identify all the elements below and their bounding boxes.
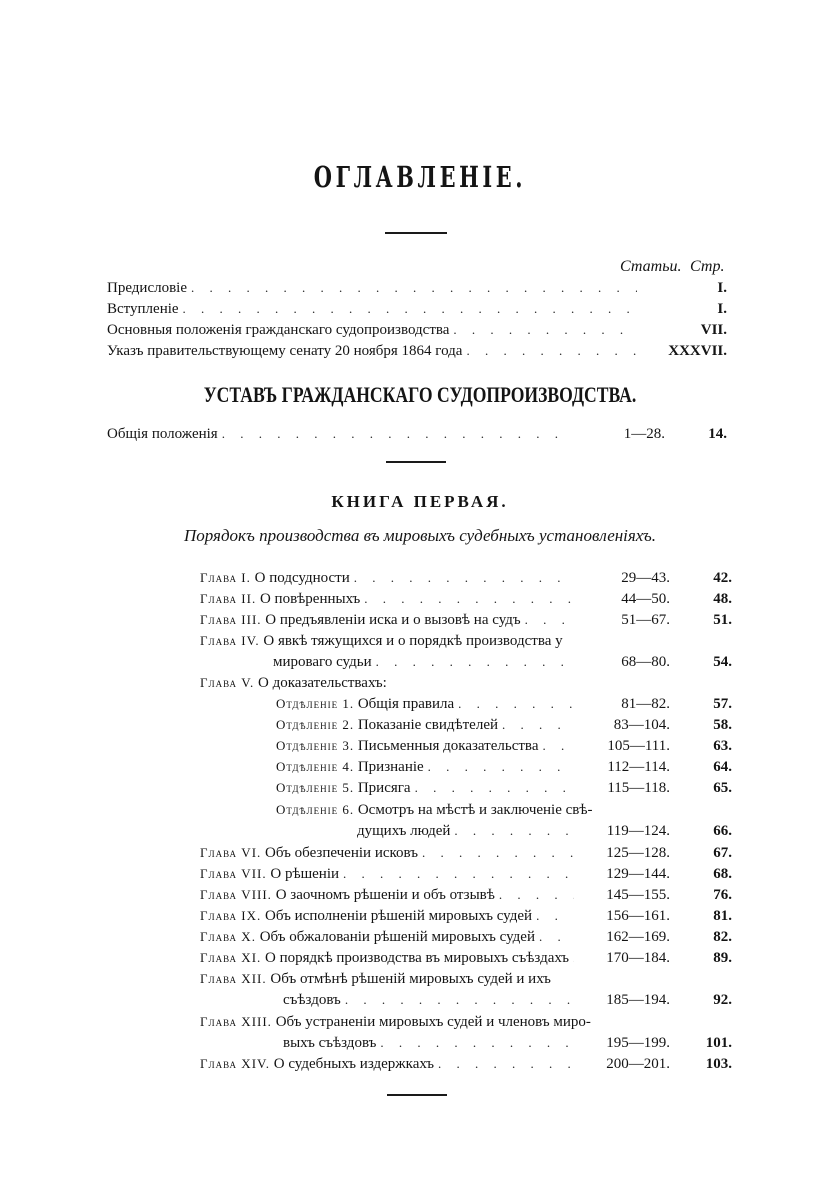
chapter-label: Глава IX. bbox=[200, 908, 262, 923]
leader-dots bbox=[536, 906, 574, 926]
toc-chapter-continuation bbox=[283, 990, 732, 1010]
entry-page: I. bbox=[717, 301, 727, 317]
chapter-label: Глава V. bbox=[200, 675, 255, 690]
code-title: УСТАВЪ ГРАЖДАНСКАГО СУДОПРОИЗВОДСТВА. bbox=[203, 382, 637, 407]
toc-division-continuation bbox=[357, 821, 732, 841]
leader-dots bbox=[458, 694, 574, 714]
chapter-label: Глава I. bbox=[200, 570, 251, 585]
chapter-page: 51. bbox=[713, 612, 732, 628]
chapter-text: Объ отмѣнѣ рѣшеній мировыхъ судей и ихъ bbox=[270, 971, 551, 987]
leader-dots bbox=[354, 568, 574, 588]
toc-entry-decree bbox=[107, 341, 727, 361]
toc-chapter bbox=[200, 610, 732, 630]
division-label: Отдѣленіе 2. bbox=[276, 717, 355, 732]
chapter-page: 54. bbox=[713, 654, 732, 670]
book-title: КНИГА ПЕРВАЯ. bbox=[331, 492, 509, 511]
toc-chapter-continuation bbox=[273, 652, 732, 672]
chapter-articles: 200—201. bbox=[606, 1056, 670, 1072]
chapter-label: Глава X. bbox=[200, 929, 256, 944]
entry-text: Вступленіе bbox=[107, 301, 179, 317]
toc-division bbox=[276, 715, 732, 735]
chapter-text-cont: мироваго судьи bbox=[273, 654, 372, 670]
chapter-text: О заочномъ рѣшеніи и объ отзывѣ bbox=[275, 887, 495, 903]
chapter-articles: 29—43. bbox=[621, 570, 670, 586]
chapter-text-cont: выхъ съѣздовъ bbox=[283, 1035, 377, 1051]
chapter-page: 76. bbox=[713, 887, 732, 903]
toc-chapter bbox=[200, 568, 732, 588]
toc-division bbox=[276, 757, 732, 777]
toc-chapter bbox=[200, 843, 732, 863]
leader-dots bbox=[438, 1054, 574, 1074]
entry-page: VII. bbox=[700, 322, 727, 338]
division-label: Отдѣленіе 5. bbox=[276, 780, 355, 795]
chapter-articles: 129—144. bbox=[606, 866, 670, 882]
leader-dots bbox=[428, 757, 574, 777]
entry-text: Основныя положенія гражданскаго судопроизводства bbox=[107, 322, 450, 338]
leader-dots bbox=[453, 320, 637, 340]
leader-dots bbox=[573, 948, 574, 968]
division-label: Отдѣленіе 3. bbox=[276, 738, 355, 753]
division-page: 65. bbox=[713, 780, 732, 796]
book-subtitle: Порядокъ производства въ мировыхъ судебныхъ установленіяхъ. bbox=[183, 526, 656, 545]
leader-dots bbox=[415, 778, 574, 798]
leader-dots bbox=[376, 652, 574, 672]
chapter-articles: 170—184. bbox=[606, 950, 670, 966]
division-page: 58. bbox=[713, 717, 732, 733]
chapter-text: Объ исполненіи рѣшеній мировыхъ судей bbox=[265, 908, 533, 924]
chapter-text: О рѣшеніи bbox=[270, 866, 340, 882]
toc-division-heading bbox=[276, 800, 593, 820]
chapter-page: 103. bbox=[705, 1056, 732, 1072]
division-articles: 115—118. bbox=[607, 780, 670, 796]
chapter-label: Глава XI. bbox=[200, 950, 262, 965]
leader-dots bbox=[345, 990, 574, 1010]
toc-chapter bbox=[200, 927, 732, 947]
division-text: Письменныя доказательства bbox=[357, 738, 539, 754]
chapter-page: 89. bbox=[713, 950, 732, 966]
chapter-page: 42. bbox=[713, 570, 732, 586]
chapter-articles: 195—199. bbox=[606, 1035, 670, 1051]
toc-chapter-continuation bbox=[283, 1033, 732, 1053]
entry-page: XXXVII. bbox=[668, 343, 727, 359]
leader-dots bbox=[191, 278, 637, 298]
leader-dots bbox=[466, 341, 637, 361]
division-text: Присяга bbox=[357, 780, 411, 796]
toc-entry-introduction bbox=[107, 299, 727, 319]
chapter-text: Объ устраненіи мировыхъ судей и членовъ миро- bbox=[275, 1014, 591, 1030]
leader-dots bbox=[502, 715, 574, 735]
chapter-text: О судебныхъ издержкахъ bbox=[273, 1056, 435, 1072]
chapter-page: 68. bbox=[713, 866, 732, 882]
toc-chapter-heading bbox=[200, 1012, 591, 1032]
column-header-articles: Статьи. bbox=[620, 258, 682, 275]
chapter-label: Глава VIII. bbox=[200, 887, 272, 902]
chapter-articles: 51—67. bbox=[621, 612, 670, 628]
column-header-pages: Стр. bbox=[690, 258, 725, 275]
division-page: 57. bbox=[713, 696, 732, 712]
toc-chapter bbox=[200, 1054, 732, 1074]
toc-chapter bbox=[200, 948, 732, 968]
division-articles: 112—114. bbox=[607, 759, 670, 775]
division-label: Отдѣленіе 4. bbox=[276, 759, 355, 774]
chapter-page: 48. bbox=[713, 591, 732, 607]
division-articles: 83—104. bbox=[613, 717, 670, 733]
toc-chapter-heading bbox=[200, 631, 563, 651]
chapter-text: Объ обжалованіи рѣшеній мировыхъ судей bbox=[259, 929, 535, 945]
chapter-articles: 68—80. bbox=[621, 654, 670, 670]
leader-dots bbox=[525, 610, 574, 630]
chapter-page: 81. bbox=[713, 908, 732, 924]
toc-chapter bbox=[200, 589, 732, 609]
chapter-articles: 156—161. bbox=[606, 908, 670, 924]
division-articles: 105—111. bbox=[607, 738, 670, 754]
leader-dots bbox=[183, 299, 637, 319]
division-text: Признаніе bbox=[357, 759, 424, 775]
chapter-page: 92. bbox=[713, 992, 732, 1008]
toc-chapter-heading bbox=[200, 969, 551, 989]
leader-dots bbox=[222, 424, 569, 444]
toc-division bbox=[276, 778, 732, 798]
chapter-label: Глава XII. bbox=[200, 971, 267, 986]
leader-dots bbox=[454, 821, 574, 841]
division-page: 63. bbox=[713, 738, 732, 754]
chapter-articles: 185—194. bbox=[606, 992, 670, 1008]
toc-chapter-heading bbox=[200, 673, 387, 693]
chapter-articles: 44—50. bbox=[621, 591, 670, 607]
toc-division bbox=[276, 736, 732, 756]
chapter-articles: 162—169. bbox=[606, 929, 670, 945]
chapter-label: Глава II. bbox=[200, 591, 257, 606]
chapter-text: О явкѣ тяжущихся и о порядкѣ производства у bbox=[263, 633, 563, 649]
page-title: ОГЛАВЛЕНІЕ. bbox=[313, 160, 527, 194]
entry-articles: 1—28. bbox=[623, 426, 665, 442]
chapter-text: О доказательствахъ: bbox=[258, 675, 387, 691]
division-text: Показаніе свидѣтелей bbox=[357, 717, 499, 733]
division-label: Отдѣленіе 1. bbox=[276, 696, 355, 711]
leader-dots bbox=[542, 736, 574, 756]
chapter-text-cont: съѣздовъ bbox=[283, 992, 341, 1008]
division-page: 64. bbox=[713, 759, 732, 775]
toc-chapter bbox=[200, 906, 732, 926]
division-label: Отдѣленіе 6. bbox=[276, 802, 355, 817]
division-articles: 119—124. bbox=[606, 823, 670, 839]
leader-dots bbox=[499, 885, 574, 905]
title-rule bbox=[385, 232, 447, 234]
entry-text: Указъ правительствующему сенату 20 ноября 1864 года bbox=[107, 343, 463, 359]
toc-division bbox=[276, 694, 732, 714]
toc-chapter bbox=[200, 885, 732, 905]
division-page: 66. bbox=[713, 823, 732, 839]
chapter-articles: 125—128. bbox=[606, 845, 670, 861]
chapter-text: О порядкѣ производства въ мировыхъ съѣздахъ bbox=[265, 950, 570, 966]
chapter-text: Объ обезпеченіи исковъ bbox=[265, 845, 418, 861]
chapter-text: О подсудности bbox=[254, 570, 350, 586]
chapter-label: Глава IV. bbox=[200, 633, 260, 648]
leader-dots bbox=[364, 589, 574, 609]
entry-page: I. bbox=[717, 280, 727, 296]
division-text-cont: дущихъ людей bbox=[357, 823, 451, 839]
entry-page: 14. bbox=[708, 426, 727, 442]
closing-rule bbox=[387, 1094, 447, 1096]
leader-dots bbox=[343, 864, 574, 884]
entry-text: Предисловіе bbox=[107, 280, 188, 296]
chapter-label: Глава XIV. bbox=[200, 1056, 270, 1071]
chapter-label: Глава VI. bbox=[200, 845, 262, 860]
chapter-page: 82. bbox=[713, 929, 732, 945]
division-articles: 81—82. bbox=[621, 696, 670, 712]
toc-entry-preface bbox=[107, 278, 727, 298]
chapter-text: О предъявленіи иска и о вызовѣ на судъ bbox=[265, 612, 521, 628]
division-text: Осмотръ на мѣстѣ и заключеніе свѣ- bbox=[357, 802, 593, 818]
section-rule bbox=[386, 461, 446, 463]
toc-entry-general bbox=[107, 424, 727, 444]
entry-text: Общія положенія bbox=[107, 426, 218, 442]
chapter-page: 67. bbox=[713, 845, 732, 861]
chapter-text: О повѣренныхъ bbox=[259, 591, 361, 607]
leader-dots bbox=[380, 1033, 574, 1053]
chapter-label: Глава VII. bbox=[200, 866, 267, 881]
division-text: Общія правила bbox=[357, 696, 455, 712]
leader-dots bbox=[539, 927, 574, 947]
chapter-label: Глава XIII. bbox=[200, 1014, 272, 1029]
leader-dots bbox=[422, 843, 574, 863]
chapter-page: 101. bbox=[705, 1035, 732, 1051]
chapter-label: Глава III. bbox=[200, 612, 262, 627]
chapter-articles: 145—155. bbox=[606, 887, 670, 903]
toc-entry-basic-provisions bbox=[107, 320, 727, 340]
toc-chapter bbox=[200, 864, 732, 884]
